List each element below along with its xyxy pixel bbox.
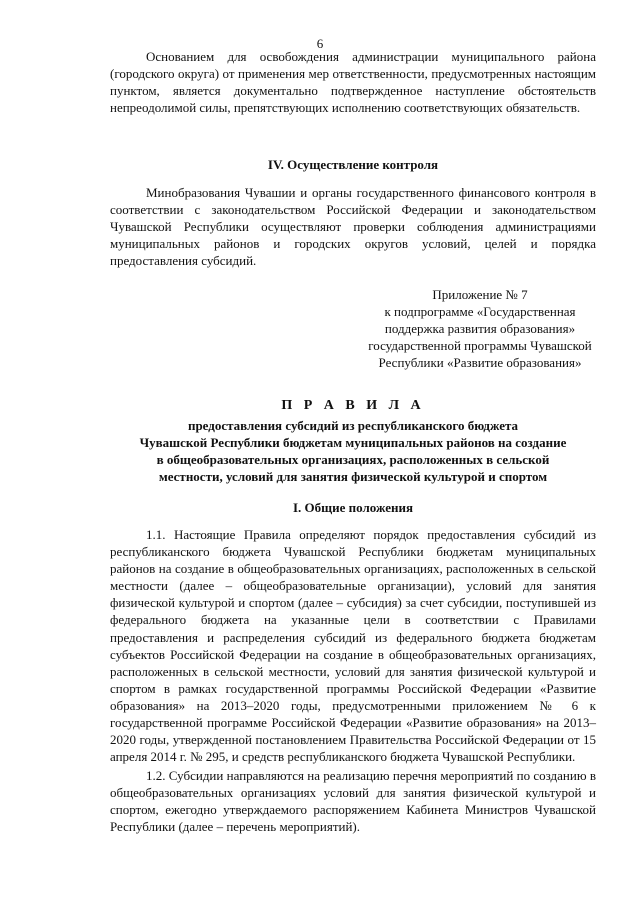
section-1-paragraph-2: 1.2. Субсидии направляются на реализацию перечня мероприятий по созданию в общеобразовательных организациях условий для занятия физической культурой и спортом, ежегодно утверждаемого распоряжением Кабинета Министров Чувашской Республики (далее – перечень мероприятий).	[110, 768, 596, 835]
appendix-line: Республики «Развитие образования»	[378, 355, 582, 370]
intro-paragraph: Основанием для освобождения администрации муниципального района (городского округа) от применения мер ответственности, предусмотренных настоящим пунктом, является документально подтвержденное наступление обстоятельств непреодолимой силы, препятствующих исполнению соответствующих обязательств.	[110, 49, 596, 116]
appendix-block	[330, 286, 630, 371]
rules-subtitle-line: Чувашской Республики бюджетам муниципальных районов на создание	[139, 435, 567, 450]
rules-subtitle-line: в общеобразовательных организациях, расположенных в сельской	[156, 452, 550, 467]
appendix-line: государственной программы Чувашской	[368, 338, 592, 353]
page-number: 6	[316, 36, 324, 51]
rules-title: П Р А В И Л А	[281, 398, 425, 413]
rules-subtitle-line: местности, условий для занятия физической культурой и спортом	[158, 469, 548, 484]
section-4-paragraph: Минобразования Чувашии и органы государственного финансового контроля в соответствии с законодательством Российской Федерации и законодательством Чувашской Республики осуществляют проверки соблюдения администрациями муниципальных районов и городских округов условий, целей и порядка предоставления субсидий.	[110, 185, 596, 269]
appendix-line: к подпрограмме «Государственная	[384, 304, 576, 319]
rules-subtitle-line: предоставления субсидий из республиканского бюджета	[187, 418, 519, 433]
rules-subtitle	[110, 417, 596, 485]
appendix-line: Приложение № 7	[432, 287, 528, 302]
section-1-heading: I. Общие положения	[293, 500, 413, 515]
appendix-line: поддержка развития образования»	[384, 321, 576, 336]
section-4-heading: IV. Осуществление контроля	[267, 157, 439, 172]
section-1-paragraph-1: 1.1. Настоящие Правила определяют порядок предоставления субсидий из республиканского бюджета Чувашской Республики бюджетам муниципальных районов на создание в общеобразовательных организациях, расположенных в сельской местности (далее – общеобразовательные организации), условий для занятия физической культурой и спортом (далее – субсидия) за счет субсидии, поступившей из федерального бюджета на указанные цели в соответствии с Правилами предоставления и распределения субсидий из федерального бюджета бюджетам субъектов Российской Федерации на создание в общеобразовательных организациях, расположенных в сельской местности, условий для занятия физической культурой и спортом в рамках государственной программы Российской Федерации «Развитие образования» на 2013–2020 годы, предусмотренными приложением № 6 к государственной программе Российской Федерации «Развитие образования» на 2013–2020 годы, утвержденной постановлением Правительства Российской Федерации от 15 апреля 2014 г. № 295, и средств республиканского бюджета Чувашской Республики.	[110, 527, 596, 765]
